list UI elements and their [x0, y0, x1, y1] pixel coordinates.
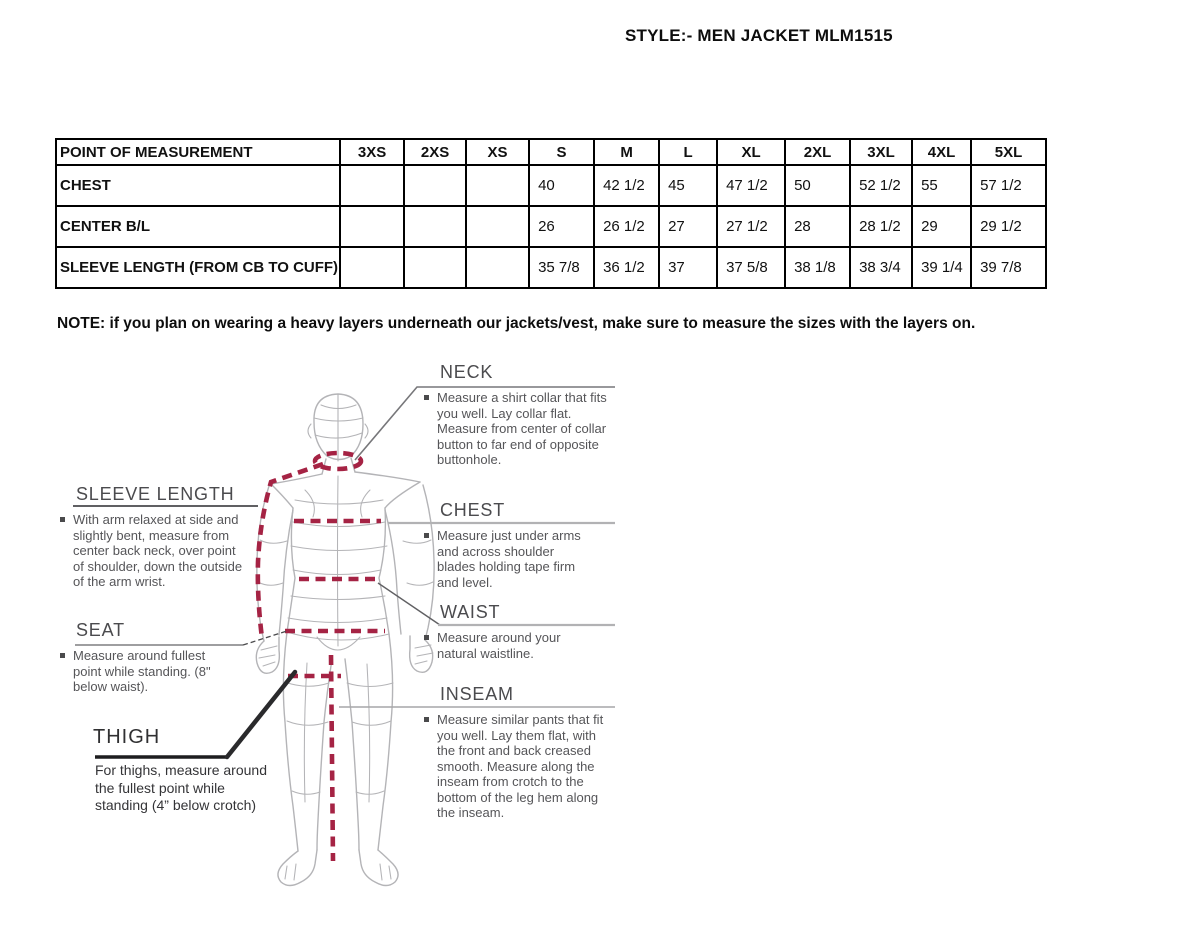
column-header: 3XL — [850, 139, 912, 165]
size-cell: 57 1/2 — [971, 165, 1046, 206]
waist-heading: WAIST — [440, 602, 501, 622]
inseam-description: Measure similar pants that fit you well. Lay them flat, with the front and back creased smooth. Measure along the inseam from crotch to the bottom of the leg hem along the inseam. — [424, 712, 605, 821]
seat-connector-line — [243, 631, 287, 645]
size-cell — [466, 206, 529, 247]
size-cell: 35 7/8 — [529, 247, 594, 288]
size-cell — [340, 247, 404, 288]
size-cell: 27 — [659, 206, 717, 247]
seat-description: Measure around fullest point while standing. (8" below waist). — [60, 648, 223, 695]
chest-heading: CHEST — [440, 500, 506, 520]
size-cell: 55 — [912, 165, 971, 206]
square-bullet-icon — [424, 533, 429, 538]
table-row — [56, 247, 1046, 288]
column-header: 2XS — [404, 139, 466, 165]
column-header: 2XL — [785, 139, 850, 165]
column-header: M — [594, 139, 659, 165]
size-cell: 27 1/2 — [717, 206, 785, 247]
size-cell: 47 1/2 — [717, 165, 785, 206]
header-row — [56, 139, 1046, 165]
size-cell — [404, 206, 466, 247]
column-header: XS — [466, 139, 529, 165]
column-header: 3XS — [340, 139, 404, 165]
size-cell — [404, 165, 466, 206]
size-cell: 40 — [529, 165, 594, 206]
size-cell — [340, 165, 404, 206]
size-cell: 50 — [785, 165, 850, 206]
row-label: SLEEVE LENGTH (FROM CB TO CUFF) — [56, 247, 340, 288]
table-row — [56, 165, 1046, 206]
column-header: POINT OF MEASUREMENT — [56, 139, 340, 165]
size-cell: 28 — [785, 206, 850, 247]
size-cell — [340, 206, 404, 247]
size-cell: 28 1/2 — [850, 206, 912, 247]
table-row — [56, 206, 1046, 247]
sleeve-length-heading: SLEEVE LENGTH — [76, 484, 235, 504]
size-cell: 37 5/8 — [717, 247, 785, 288]
waist-description: Measure around your natural waistline. — [424, 630, 587, 661]
thigh-heading: THIGH — [93, 726, 161, 748]
size-cell: 38 3/4 — [850, 247, 912, 288]
size-cell: 29 — [912, 206, 971, 247]
row-label: CENTER B/L — [56, 206, 340, 247]
square-bullet-icon — [424, 395, 429, 400]
page-title: STYLE:- MEN JACKET MLM1515 — [625, 26, 893, 45]
square-bullet-icon — [424, 717, 429, 722]
chest-description: Measure just under arms and across shoulder blades holding tape firm and level. — [424, 528, 595, 590]
neck-heading: NECK — [440, 362, 494, 382]
neck-description: Measure a shirt collar that fits you well. Lay collar flat. Measure from center of collar button to far end of opposite buttonhole. — [424, 390, 611, 468]
size-cell: 52 1/2 — [850, 165, 912, 206]
note-text: NOTE: if you plan on wearing a heavy layers underneath our jackets/vest, make sure to measure the sizes with the layers on. — [57, 315, 976, 332]
size-cell — [466, 247, 529, 288]
column-header: XL — [717, 139, 785, 165]
size-cell — [404, 247, 466, 288]
size-cell — [466, 165, 529, 206]
row-label: CHEST — [56, 165, 340, 206]
column-header: S — [529, 139, 594, 165]
square-bullet-icon — [60, 653, 65, 658]
size-cell: 36 1/2 — [594, 247, 659, 288]
size-chart-table — [55, 138, 1047, 289]
size-cell: 29 1/2 — [971, 206, 1046, 247]
size-cell: 26 1/2 — [594, 206, 659, 247]
inseam-measure-line — [331, 655, 333, 861]
column-header: 4XL — [912, 139, 971, 165]
size-cell: 39 1/4 — [912, 247, 971, 288]
size-cell: 45 — [659, 165, 717, 206]
seat-heading: SEAT — [76, 620, 125, 640]
inseam-heading: INSEAM — [440, 684, 514, 704]
size-cell: 37 — [659, 247, 717, 288]
square-bullet-icon — [60, 517, 65, 522]
sleeve-length-description: With arm relaxed at side and slightly bent, measure from center back neck, over point of shoulder, down the outside of the arm wrist. — [60, 512, 245, 590]
size-cell: 26 — [529, 206, 594, 247]
column-header: 5XL — [971, 139, 1046, 165]
column-header: L — [659, 139, 717, 165]
size-cell: 42 1/2 — [594, 165, 659, 206]
thigh-description: For thighs, measure around the fullest point while standing (4” below crotch) — [95, 762, 267, 813]
square-bullet-icon — [424, 635, 429, 640]
size-cell: 38 1/8 — [785, 247, 850, 288]
size-cell: 39 7/8 — [971, 247, 1046, 288]
